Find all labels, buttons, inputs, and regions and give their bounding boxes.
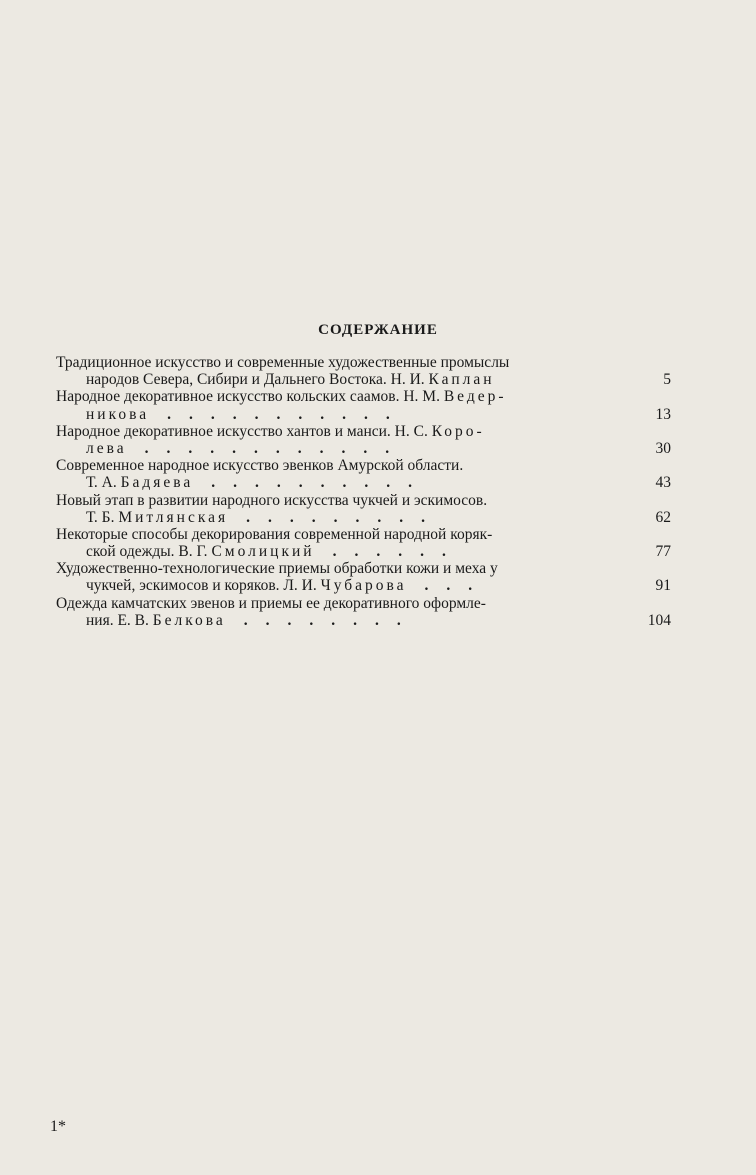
entry-author: Ведер- <box>443 388 507 406</box>
entry-page-number: 77 <box>655 543 671 561</box>
entry-page-number: 5 <box>663 371 671 389</box>
entry-title-text: чукчей, эскимосов и коряков. Л. И. <box>86 577 321 595</box>
entry-title-line: Некоторые способы декорирования современной народной коряк- <box>56 525 493 543</box>
entry-author: никова <box>86 405 150 423</box>
leader-dots: ........ <box>243 611 419 629</box>
leader-dots: ......... <box>246 508 444 526</box>
entry-title-text: народов Севера, Сибири и Дальнего Востока. Н. И. <box>86 371 429 389</box>
leader-dots: ... <box>424 577 491 595</box>
entry-title-text: Народное декоративное искусство кольских саамов. Н. М. <box>56 388 444 406</box>
toc-entry <box>56 492 671 526</box>
entry-title-text: Т. Б. <box>86 508 119 526</box>
entry-title-line: Художественно-технологические приемы обработки кожи и меха у <box>56 560 498 578</box>
entry-page-number: 91 <box>655 577 671 595</box>
leader-dots: ...... <box>332 543 464 561</box>
toc-entry <box>56 388 671 422</box>
entry-title-line: Новый этап в развитии народного искусства чукчей и эскимосов. <box>56 491 488 509</box>
entry-title-line: Одежда камчатских эвенов и приемы ее декоративного оформле- <box>56 594 486 612</box>
entry-title-text: Т. А. <box>86 474 121 492</box>
entry-title-line <box>56 388 671 405</box>
entry-author-line <box>56 577 671 594</box>
entry-author-line <box>56 406 671 423</box>
entry-author: Коро- <box>431 422 485 440</box>
toc-entry <box>56 354 671 388</box>
entry-author: Митлянская <box>118 508 229 526</box>
page-signature-mark: 1* <box>50 1118 66 1135</box>
toc-entry <box>56 595 671 629</box>
entry-author: Бадяева <box>120 474 194 492</box>
entry-author-line <box>56 371 671 388</box>
toc-entry <box>56 560 671 594</box>
entry-author: Белкова <box>152 611 226 629</box>
entry-title-line: Современное народное искусство эвенков Амурской области. <box>56 457 464 475</box>
leader-dots: ............ <box>144 439 408 457</box>
entry-title-line: Традиционное искусство и современные художественные промыслы <box>56 354 510 371</box>
leader-dots: ........... <box>167 405 408 423</box>
leader-dots: .......... <box>211 474 431 492</box>
entry-page-number: 30 <box>655 439 671 457</box>
entry-title-text: ния. Е. В. <box>86 611 153 629</box>
page-title: СОДЕРЖАНИЕ <box>318 322 438 338</box>
toc-entry <box>56 423 671 457</box>
entry-author: Каплан <box>428 371 495 389</box>
toc-entry <box>56 457 671 491</box>
entry-title-line <box>56 423 671 440</box>
entry-page-number: 43 <box>655 474 671 492</box>
entry-page-number: 13 <box>655 405 671 423</box>
entry-title-text: ской одежды. В. Г. <box>86 543 212 561</box>
entry-author: лева <box>86 439 127 457</box>
entry-author-line <box>56 509 671 526</box>
entry-author-line <box>56 543 671 560</box>
toc-entry <box>56 526 671 560</box>
table-of-contents <box>56 354 671 629</box>
entry-page-number: 104 <box>647 611 671 629</box>
entry-author-line <box>56 474 671 491</box>
entry-title-text: Народное декоративное искусство хантов и манси. Н. С. <box>56 422 432 440</box>
entry-author-line <box>56 440 671 457</box>
entry-author: Чубарова <box>320 577 407 595</box>
entry-author-line <box>56 612 671 629</box>
entry-page-number: 62 <box>655 508 671 526</box>
entry-author: Смолицкий <box>211 543 315 561</box>
